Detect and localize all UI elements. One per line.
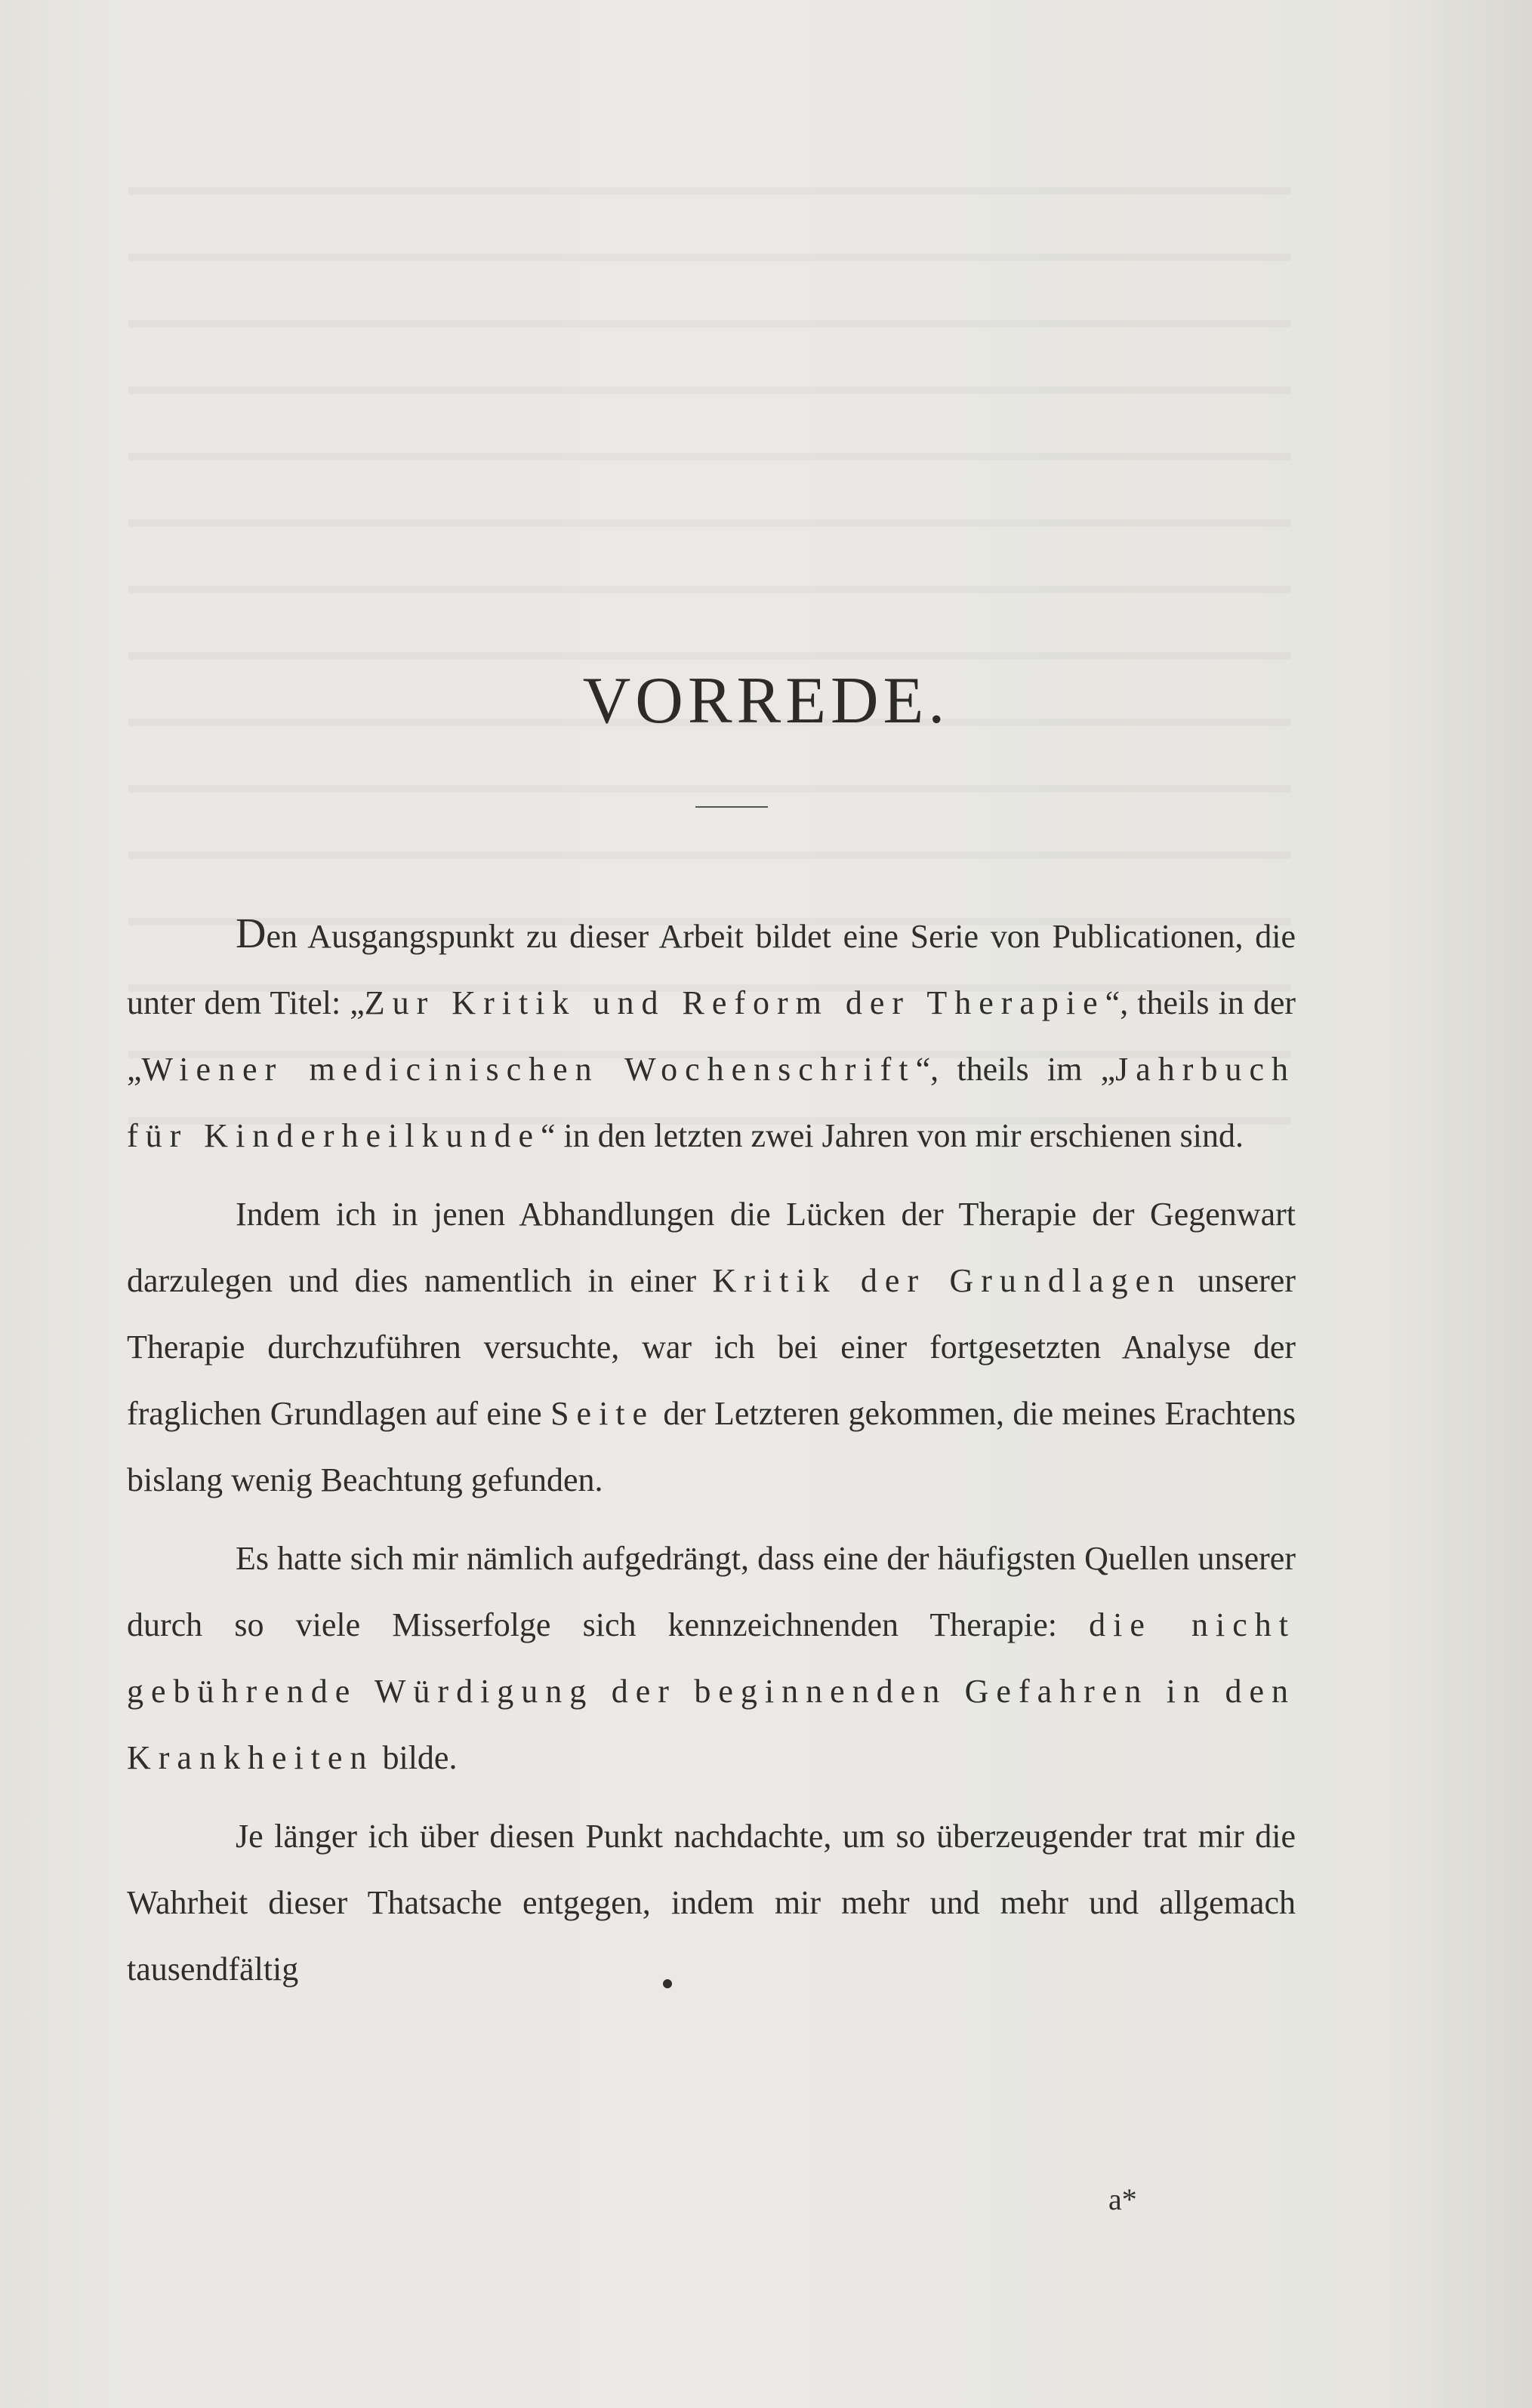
emphasized-text: Jahrbuch für Kinderheilkunde bbox=[127, 1051, 1296, 1154]
text-run: “ in den letzten zwei Jahren von mir erschienen sind. bbox=[541, 1117, 1244, 1154]
text-run: unserer Therapie durchzuführen versuchte, war ich bei einer fortgesetzten Analyse der fraglichen Grundlagen auf eine bbox=[127, 1262, 1296, 1432]
text-run: Es hatte sich mir nämlich aufgedrängt, dass eine der häufigsten Quellen unserer durch so viele Misserfolge sich kennzeichnenden Therapie: bbox=[127, 1540, 1296, 1643]
text-run: Je länger ich über diesen Punkt nachdachte, um so überzeugender trat mir die Wahrheit dieser Thatsache entgegen, indem mir mehr und mehr und allgemach tausendfältig bbox=[127, 1818, 1296, 1988]
text-run: “, theils in der „ bbox=[127, 984, 1296, 1088]
dropcap-letter: D bbox=[236, 910, 267, 957]
text-run: “, theils im „ bbox=[915, 1051, 1116, 1088]
text-run: die Lücken der Therapie der Gegenwart bbox=[729, 1196, 1296, 1233]
signature-mark: a* bbox=[1108, 2182, 1137, 2216]
page-heading: VORREDE. bbox=[582, 664, 950, 737]
emphasized-text: Wiener medicinischen Wochenschrift bbox=[141, 1051, 916, 1088]
text-run: darzulegen und dies namentlich in einer bbox=[127, 1262, 713, 1299]
paragraph bbox=[127, 901, 1296, 1169]
preface-text bbox=[127, 901, 1296, 2015]
emphasized-text: Kritik der Grundlagen bbox=[712, 1262, 1182, 1299]
paragraph bbox=[127, 1526, 1296, 1791]
paragraph bbox=[127, 1803, 1296, 2003]
emphasized-text: Seite bbox=[550, 1395, 655, 1432]
text-run: der Letzteren gekommen, die meines Erachtens bislang wenig Beachtung gefunden. bbox=[127, 1395, 1296, 1498]
text-run: Indem ich in jenen Abhandlungen bbox=[236, 1196, 730, 1233]
text-run: en Ausgangspunkt zu dieser Arbeit bildet eine Serie von Publicationen, die unter dem Titel: „ bbox=[127, 918, 1296, 1021]
heading-divider bbox=[695, 806, 768, 808]
ink-dot bbox=[663, 1979, 672, 1988]
emphasized-text: Zur Kritik und Reform der Therapie bbox=[364, 984, 1105, 1021]
text-run: bilde. bbox=[374, 1739, 458, 1776]
paragraph bbox=[127, 1181, 1296, 1513]
emphasized-text: die nicht gebührende Würdigung der beginnenden Gefahren in den Krankheiten bbox=[127, 1606, 1296, 1776]
